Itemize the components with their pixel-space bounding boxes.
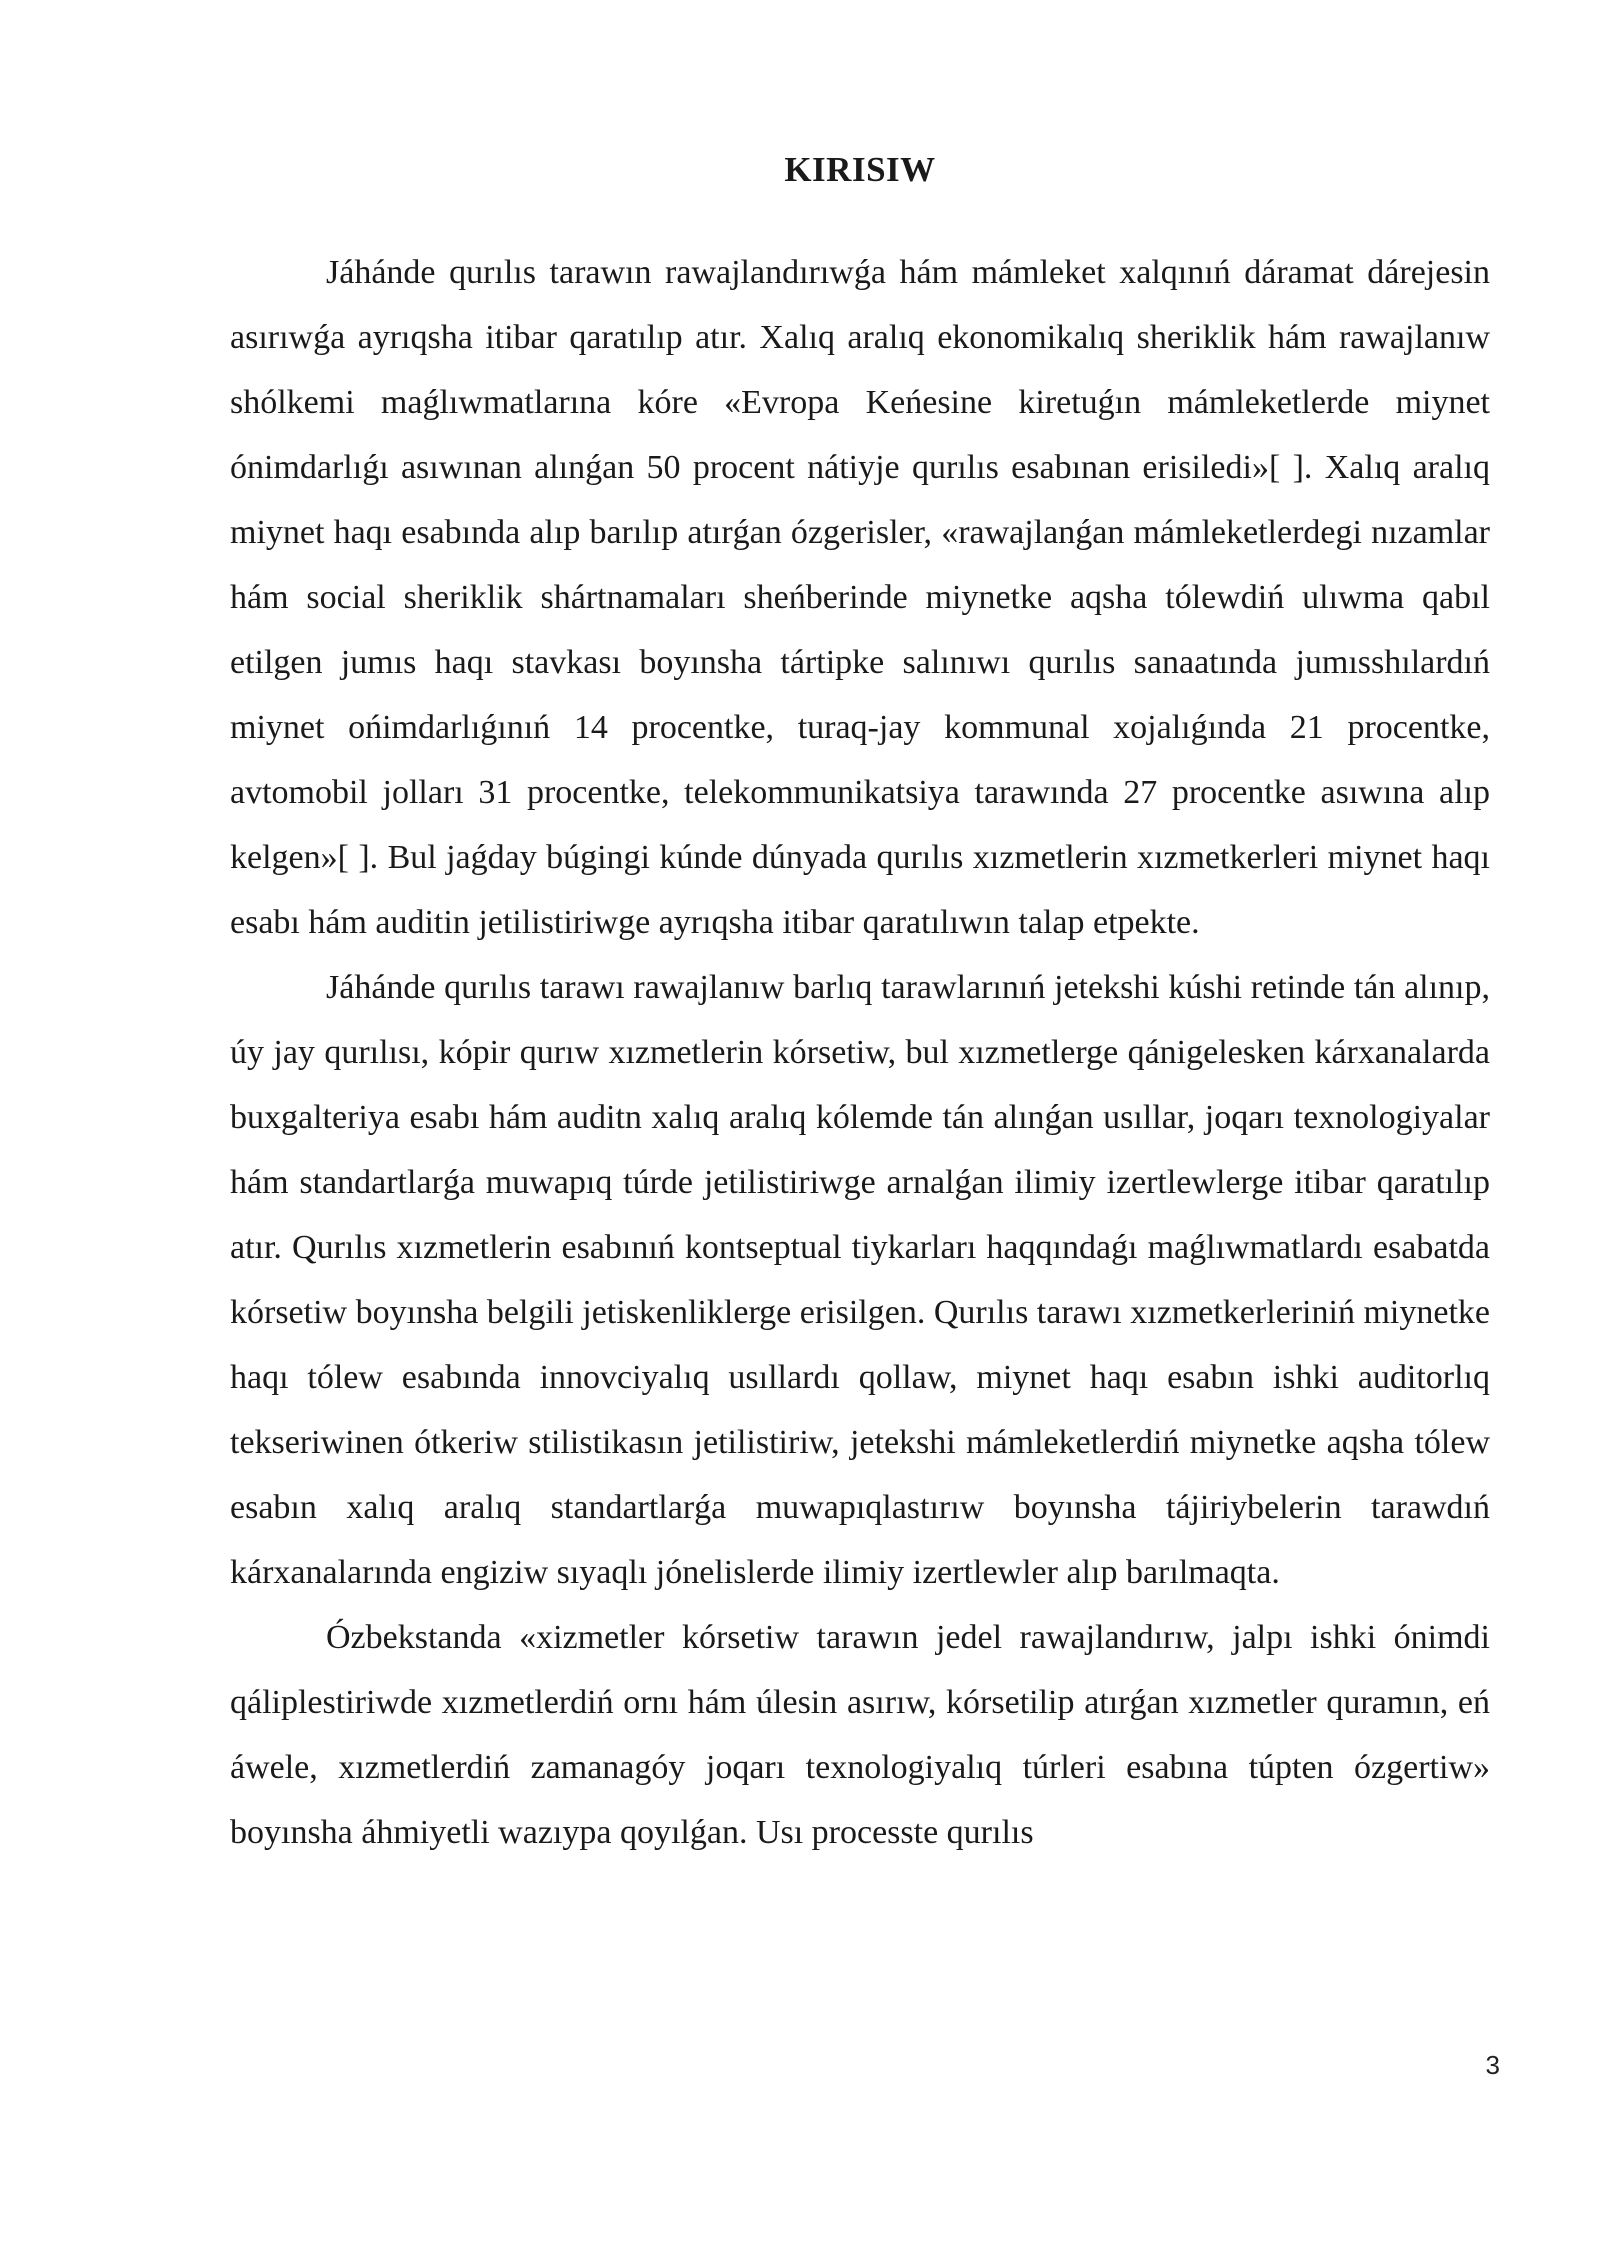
body-text (230, 240, 1490, 1865)
page-title: KIRISIW (784, 150, 936, 189)
page-number: 3 (1485, 2050, 1500, 2080)
paragraph-3: Ózbekstanda «xizmetler kórsetiw tarawın jedel rawajlandırıw, jalpı ishki ónimdi qáliplestiriwde xızmetlerdiń ornı hám úlesin asırıw, kórsetilip atırǵan xızmetler quramın, eń áwele, xızmetlerdiń zamanagóy joqarı texnologiyalıq túrleri esabına túpten ózgertiw» boyınsha áhmiyetli wazıypa qoyılǵan. Usı processte qurılıs (230, 1619, 1490, 1851)
paragraph-2: Jáhánde qurılıs tarawı rawajlanıw barlıq tarawlarınıń jetekshi kúshi retinde tán alınıp, úy jay qurılısı, kópir qurıw xızmetlerin kórsetiw, bul xızmetlerge qánigelesken kárxanalarda buxgalteriya esabı hám auditn xalıq aralıq kólemde tán alınǵan usıllar, joqarı texnologiyalar hám standartlarǵa muwapıq túrde jetilistiriwge arnalǵan ilimiy izertlewlerge itibar qaratılıp atır. Qurılıs xızmetlerin esabınıń kontseptual tiykarları haqqındaǵı maǵlıwmatlardı esabatda kórsetiw boyınsha belgili jetiskenliklerge erisilgen. Qurılıs tarawı xızmetkerleriniń miynetke haqı tólew esabında innovciyalıq usıllardı qollaw, miynet haqı esabın ishki auditorlıq tekseriwinen ótkeriw stilistikasın jetilistiriw, jetekshi mámleketlerdiń miynetke aqsha tólew esabın xalıq aralıq standartlarǵa muwapıqlastırıw boyınsha tájiriybelerin tarawdıń kárxanalarında engiziw sıyaqlı jónelislerde ilimiy izertlewler alıp barılmaqta. (230, 969, 1490, 1591)
paragraph-1: Jáhánde qurılıs tarawın rawajlandırıwǵa hám mámleket xalqınıń dáramat dárejesin asırıwǵa ayrıqsha itibar qaratılıp atır. Xalıq aralıq ekonomikalıq sheriklik hám rawajlanıw shólkemi maǵlıwmatlarına kóre «Evropa Keńesine kiretuǵın mámleketlerde miynet ónimdarlıǵı asıwınan alınǵan 50 procent nátiyje qurılıs esabınan erisiledi»[ ]. Xalıq aralıq miynet haqı esabında alıp barılıp atırǵan ózgerisler, «rawajlanǵan mámleketlerdegi nızamlar hám social sheriklik shártnamaları sheńberinde miynetke aqsha tólewdiń ulıwma qabıl etilgen jumıs haqı stavkası boyınsha tártipke salınıwı qurılıs sanaatında jumısshılardıń miynet ońimdarlıǵınıń 14 procentke, turaq-jay kommunal xojalıǵında 21 procentke, avtomobil jolları 31 procentke, telekommunikatsiya tarawında 27 procentke asıwına alıp kelgen»[ ]. Bul jaǵday búgingi kúnde dúnyada qurılıs xızmetlerin xızmetkerleri miynet haqı esabı hám auditin jetilistiriwge ayrıqsha itibar qaratılıwın talap etpekte. (230, 254, 1490, 941)
